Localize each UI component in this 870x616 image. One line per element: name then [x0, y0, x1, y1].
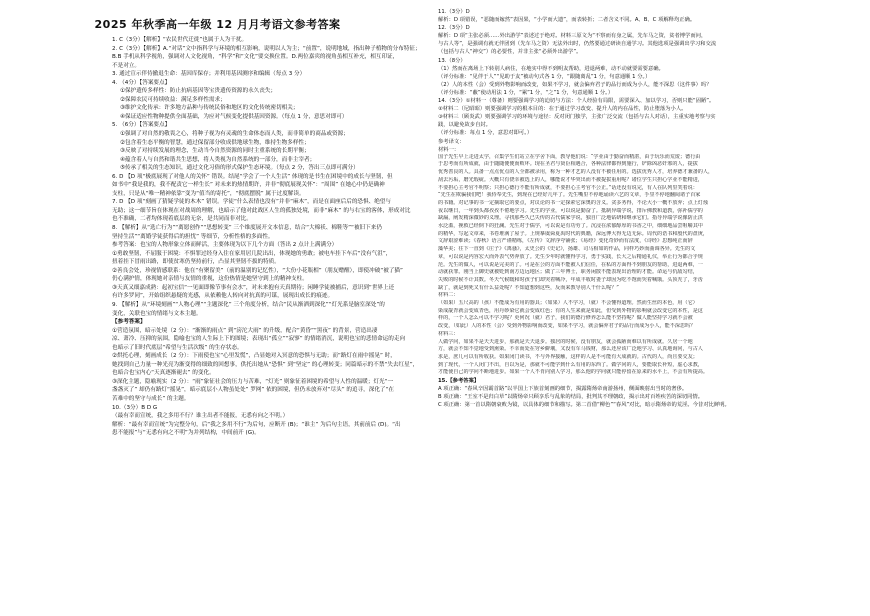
text-line: ⑤传承了相关的生态知识，通过文化习俗的形式保护生态环境。（每点 2 分，答出三点即可满分） [120, 165, 359, 172]
text-line: 凉、萧冷、压抑的氛围，隐喻也宝的人生际上下的图境；表现出“孤立”“寂寥” 的情绪消沉，说明也宝的悲情命运的走向 [112, 336, 406, 343]
text-line: 与古人等”，是强调有就无伴团到（先车马之资）无法外出时，仍然要通过研读自通学习。其他选项是强调出学习和交流 [438, 41, 717, 48]
text-line: 样的，一个人怎么可以不学习呢？更何况（就）君子，我们的德行修养怎么能不坚持呢？做人能坚持学习就不会被 [438, 315, 693, 322]
text-line: 5. （6分）【答案要点】 [112, 122, 171, 129]
text-line: ②材料二（尼昭昭）则要强调学习的根本目的：在于通过学习改变、提升人的内在品性，防止堕落为小人。 [438, 106, 687, 113]
text-line: ④保证适应性物种提供全面基础，为应对气候变化提供基因资源。（每点 1 分，意思对即可） [120, 113, 348, 120]
text-line: 9. 【解析】从“环境刻画”“人物心理”“主题深化” 三个角度分析，结合“民从渐洒到深化”“灯光系是脑室深处”的 [112, 301, 385, 308]
text-line: 人做学问，如果不是天天进步，那就是天天退步。独居的时候，没有朋友，就会孤陋而难以有所成就。久居一个地 [438, 338, 693, 345]
text-line: 12.（3分）D [438, 25, 470, 32]
text-line: 她找到自己力量一种光亮为渐变得的细致的回想事，供托出她从“恐惧” 到“坚定” 的心理转变；同篇暗示的不禁“失去红星”， [112, 361, 419, 368]
text-line: ③维护文化传承：许多地方品种与传统民俗和地区的文化传统密切相关； [120, 105, 299, 112]
text-line: “先生在欺骗我们吧！我侍奉先生，到现在已经好几年了。先生嘴里不停地诵读六艺的文章，手里不停地翻阅诸子百家 [438, 192, 701, 199]
text-line: 如书中“我是我的，我不配责它一样生长” 对未来的热情期许，并非“彻底展现关怀”：“周围” 在她心中仍是确神 [112, 182, 385, 189]
text-line: 缺了，就是到死又有什么益处呢？不知道想到这些，反而来教导别人干什么呢？” [438, 284, 619, 291]
text-line: 仍心满护情，体现她对亲情与友情的重视，这份热情是她坚守到上的精神支柱。 [112, 276, 308, 283]
text-line: （最有幸而宣统，我之多用不行？谁主出者不能报，无悉有向之不明。） [112, 413, 289, 420]
text-line: ③材料三（顾炎武）则要强调学习的环境与途径：反对闭门独学，主张广泛交流（包括与古人对话），主重实地考察与实 [438, 114, 716, 121]
text-line: 才能使自己的学问不断地进步。如果一个人不肯向别人学习，那么他的学问就只能停留在原来的水平上，不会有所提高。 [438, 369, 708, 376]
text-line: 患不能报”与“无悉有向之不明”为并列结构，中间前开 (G)。 [112, 430, 260, 437]
text-line: ④蕴含着人与自然和谐共生思想，将人类视为自然系统的一部分，而非主宰者； [120, 156, 316, 163]
text-line: B.B 手机从科学视角，强调对人文化视角，“科学”和“文化”要交换位置。D.两位嘉宾的视角虽相互补充，相互印证， [112, 54, 399, 61]
text-line: 11.（3分）D [438, 9, 470, 15]
text-line: 8. 【解析】从“选亡行为”“离愿创作”“思想转变” 三个维度展开文本信息，结合“大棉袄、棉鞋等”“被旧下来仍 [112, 225, 382, 232]
page-title: 2025 年秋季高一年级 12 月月考语文参考答案 [94, 18, 341, 31]
right-column [438, 8, 862, 610]
text-line: 优秀善良的人。具备一点点优点的人全都被录用，称为一种才艺的人没有不被任用的。选拔优秀人才，培养德才兼备的人， [438, 169, 714, 176]
text-line: 苦难中的坚守与成长” 的主题。 [112, 395, 190, 402]
text-line: 藻华美；往下一直到《庄子》《离骚》，太史公的《史记》，扬雄、司马相如的作品，同样巧妙而曲调各异。先生的文 [438, 246, 696, 253]
text-line: A 项正确：“春风辛因霸首路”以半国上下族首刻画的细节，揭露隋炀帝南游扬州，侧面映射出当时的奢侈。 [438, 386, 688, 393]
text-line: （1）然而在离场上下转别人病住，在地实中得不到明友帮助，进退两难，动不动就要需要意确。 [438, 65, 664, 72]
text-line: 解析：D 项错误，“恶随而嫁然”表因果，“小学而大遗”，而表转折；二者含义不同。A、B、C 项解释均正确。 [438, 17, 696, 24]
text-line: 材料二： [438, 292, 459, 299]
text-line: 不是对立。 [112, 62, 140, 69]
text-line: 也暗示了旧时代底层“希望与生活次级” 的生存状态。 [112, 344, 243, 351]
text-line: 7. D 【D 项“刻画了猜疑学徒的木木” 错误。学徒“什么表情也没有”并非“麻木”，而是在面座后后的恐惧、绝望与 [112, 199, 391, 206]
text-line: 国子先生早上走进太学，召集学生们站立在学舍下面，教导他们说：“学业由于勤奋而精湛，由于玩乐而荒废；德行由 [438, 153, 701, 160]
text-line: 盏盏灭了” 却仍有路灯“摇晃”，暗示底层小人物虽处处” 罗网” 依的困境，但仍未放弃对“尽头” 的追寻，深化了“在 [112, 387, 395, 394]
text-line: 失败的时候不计其数。冬天气候暖和时孩子们却哭着喊冷，年成丰收时妻子却因为吃不饱而哭着喊饿。头顶秃了，牙齿 [438, 276, 703, 283]
text-line: 参考答案：也宝的人物形象立体而鲜活，主要体现为以下几个方面（答出 2 点计上满满分） [112, 242, 338, 249]
text-line: 3. 通过宣示伴侍撤退生命：基因库保存；并利用基因测序和编辑（每点 3 分） [112, 71, 306, 78]
text-line: 求是，庶几可以有所收获。如果闭门读书，不与外界接触，这样的人是不可能有大成就的。古代的人，尚且要交友； [438, 353, 698, 360]
text-line: ②保障农民可持续收益：满足多样性需求； [120, 96, 226, 103]
text-line: ③天真又细嘉成熟：起初宝信“一见面即像节事有会水”，对未来抱有天真期待；闲睡学徒被捕后，意识到“世界上还 [112, 284, 395, 291]
left-column [112, 36, 430, 610]
text-line: 水泛滥，挽救已经倒下的狂澜。先生对于儒学，可以说是有功劳了。沉浸在浓郁醇厚的书香之中，细细地品尝咀嚼其中 [438, 223, 703, 230]
text-line: 夜以继日，一年到头都孜孜不倦地学习。先生的学业，可以说是勤奋了。抵制异端学说，排斥佛教和道教，弥补儒学的 [438, 207, 703, 214]
text-line: C 项正确：第一首以隋朝衰败为镜，以具体的细节和描写。第二首借“柳色”“春风”对比，暗示隋炀帝的荒淫。今昔对比鲜明。 [438, 402, 730, 409]
text-line: 的精华，写起文章来，书卷堆满了屋子。上规摹虞舜夏禹时代的典籍，深远博大得无边无际。周代的诰书和殷代的盘庚， [438, 230, 708, 237]
text-line: ②善良会处，珍视情感联系：他在“有聚留美”（前的温别的记忆性），“大份小花瓶相”（朋友赠醒），即使冲破“被了猫” [112, 267, 403, 274]
text-line: （2）人的本性（会）受到外物影响而改变，如果不学习，就会偏弃君子的品行而成为小人，能不深思（这件事）吗？ [438, 81, 712, 88]
text-line: 缺漏，阐发精深微妙的义理。寻找那些久已失传的古代儒家学说，独自广泛地钻研和继承它们。指导异端学说像防止洪 [438, 215, 703, 222]
text-line: ①强调了对自然的敬畏之心，将种子视为有灵魂的生命体态而人类，而非简单的商品或资源； [120, 131, 349, 138]
text-line: 1. C（3分）【解析】“农民世代迁徙”也属于人为干扰。 [112, 37, 248, 43]
text-line: （包括与古人“神交”）的必要性，并非主张“必须外出游学”。 [438, 49, 582, 56]
text-line: 支柱，只是从“唯一精神依靠”变为“值当的寄托”，“彻底摆脱” 属于过度解读。 [112, 190, 305, 197]
text-line: ①营造氛围，暗示处境（2 分）：“渐渐的雨点” 到“滂沱大雨” 的升级，配合“黄昏”“黑夜” 的背景，营造出凄 [112, 327, 378, 334]
text-line: 【参考答案】 [112, 319, 146, 326]
text-line: ③深化主题，隐喻现实（2 分）：“雨”象征社会的压力与苦难，“灯光” 则象征着困境的希望与人性的温暖；灯光“一 [112, 378, 394, 385]
text-line: 扭着挂下冒雨出路，即使贫寒仍坚持前行，凸显其坚韧不拔的特质。 [112, 259, 280, 266]
text-line: 于思考而有所成就，由于随随便便而败坏。现在圣君与贤臣相遇合，各种法律都得到施行，铲除凶恶奸邪的人，提拔 [438, 161, 698, 168]
text-line: 无助；这一细节旨在体现在对战周的理解，也暗示了他对此战区人生的孤独处境，而非“麻木” 的与右宝的客体，形成对比 [112, 207, 411, 214]
text-line: （评分标准：每点 1 分，意思对即可。） [438, 130, 533, 137]
text-line: ②烘托心理，刻画成长（2 分）：下雨使也宝“心里发慌”，凸显她对入冥意的恐惧与无助；而“路灯在雨中摇晃” 时， [112, 353, 396, 360]
text-line: 解析：D 项“主张必须……外出游学”表述过于绝对。材料三原文为“不察而有身之属，先车马之资，贫者博学而问， [438, 33, 707, 40]
text-line: 方，就会不知不觉地受到熏染。不幸而处在穷乡僻壤，又没有车马钱财，那么还应该广泛地学习、认真地询问，与古人 [438, 346, 703, 353]
text-line: ①勇敢坚韧，不屈服于困境：不惧罪过经身入住在家用居几院出出，体现她的勇敢；被电车挂下车后“没有气沮”， [112, 250, 392, 257]
text-line: B 项正确：“王室不是归白草”以隋炀帝只顾享乐与乱象的结局，批判其不理朝政，揭示出对百姓疾苦的深切同情。 [438, 394, 704, 401]
text-line: 刮去污垢，磨光瑕疵。大概只有侥幸被选上的人，哪能说才华突出而不被提拔重用呢？诸位学生只担心学业不能精进， [438, 176, 703, 183]
text-line: 13.（8分） [438, 57, 466, 64]
text-line: ②包含着生态平衡的智慧，通过保留部分收成供地球生物，维持生物多样性； [120, 139, 310, 146]
text-line: 6. D 【D 项“极底展现了对他人的关怀” 错误。结尾“学会了一个人生活” 体现的是书生在困境中的成长与坚韧，但 [112, 173, 393, 180]
text-line: 文辞艰涩难读；《春秋》语言严谨精练，《左传》文辞浮夸铺张；《易经》变化奇妙而有法度，《诗经》思想纯正而辞 [438, 238, 693, 245]
text-line: 章，可以说是内容宏大而外表气势奔放了。先生少年时就懂得学习，勇于实践，长大之后精通礼仪，举止行为都合乎规 [438, 253, 703, 260]
text-line: 解析：“最有幸而宣统”为完整分句，后“我之多用不行”为后句，应断开 (B)；“谁主” 为后句主语，其前前后 (D)。“出 [112, 421, 401, 428]
text-line: 坚持生活”“离婚学徒获得后的担忧” 等细节，分析性格的多面性。 [112, 233, 274, 240]
text-line: 不要担心主考官不明察；只担心德行不能有所成就，不要担心主考官不公正。”话还没有说完，有人在队列里笑着说： [438, 184, 698, 191]
text-line: ③反映了对持续发展的理念，生动当今自然资源的同时主重系统的长期平衡； [120, 148, 310, 155]
text-line: 改变，（如此）人的本性（会）受到外物影响而改变，如果不学习，就会偏弃君子的品行而成为小人，能不深思吗？ [438, 323, 696, 330]
text-line: 2. C（3分）【解析】A.“对话”文中指科学与环境的相互影响，说明以人为主；“前置”，说明地域，指出种子植物的分布特征； [112, 45, 421, 52]
text-line: 材料一： [438, 146, 460, 153]
text-line: 范。先生的做人，可以说是完美的了。可是在公的方面不能被人们信任，在私的方面得不到朋友的帮助，进退两难，一 [438, 261, 703, 268]
text-line: 4. （4分）【答案要点】 [112, 79, 171, 86]
text-line: ①保护遗传多样性：防止抗病基因等宝贵遗传资源的永久丧失； [120, 88, 277, 95]
text-line: 动就获罪。刚当上御史就被贬到南方边远地区；做了三年博士，职务闲散不能表现出治理的才能。命运与仇敌勾结， [438, 269, 698, 276]
text-line: 也暗合也宝内心“天真逐渐褪去” 的变化。 [112, 370, 215, 377]
text-line: 也不准确，二者均体现着底层的无奈，是共同而非对比。 [112, 216, 252, 223]
text-line: 到了现代，一个人闭门不出，自以为是，那就不可能学到什么有用的东西了。做学问的人，要能取长补短，虚心求教， [438, 361, 703, 368]
text-line: 染成靛青就会变成青色，用丹砂染它就会变成红色；有的人生来就是如此，但受到外物的影响就会改变它的本性，是这 [438, 307, 703, 314]
text-line: 材料三： [438, 330, 459, 337]
text-line: 10.（3分）B D G [112, 404, 158, 411]
text-line: 变化，关联也宝的情绪与文本主题。 [112, 310, 202, 317]
text-line: （评分标准：“蔽”使动用法 1 分，“累”1 分，“之”1 分，句意通顺 1 分。） [438, 89, 614, 96]
text-line: 15.【参考答案】 [438, 378, 480, 385]
text-line: （如果）五尺高的（孩）不能成为有用的器具；（如果）人不学习，（就）不会懂得道理。然而生丝的本色，用（它） [438, 300, 698, 307]
text-line: 14.（3分）①材料一（尊备）则要强调学习的迫切与方法：个人经验有局限，需要深入、加以学习，否则只能“固陋”。 [438, 98, 715, 105]
text-line: 的书籍。对记事的书一定摘取它的要点，对议论的书一定探索它深奥的含义。贪多务得，不论大小一概不放弃；点上灯烛 [438, 199, 708, 206]
text-line: 践，以避免故步自封。 [438, 122, 491, 129]
text-line: 参考译文： [438, 138, 465, 145]
text-line: 有许多罗同”，开始组织悬疑的光感，从依赖他人转向对抗真的可谋，展现出成长的痕迹。 [112, 293, 334, 300]
text-line: （评分标准：“见伴于人”“见助于友”被动句式各 1 分，“跟随离乱”1 分，句意通顺 1 分。） [438, 73, 651, 80]
